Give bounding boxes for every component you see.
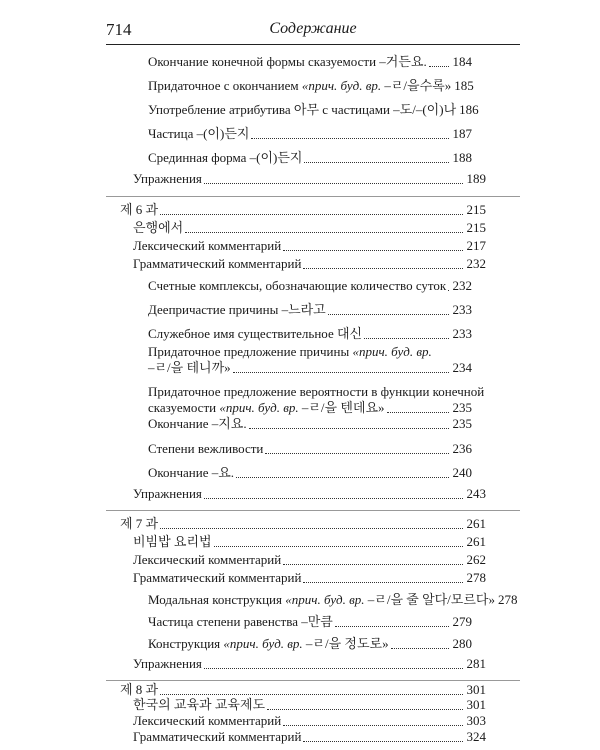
toc-entry: [148, 344, 472, 376]
toc-entry-title: 은행에서: [133, 220, 184, 235]
toc-entry-title: 제 8 과: [120, 682, 159, 697]
toc-entry-page: 234: [452, 360, 472, 375]
toc-entry-title: Придаточное предложение вероятности в функции конечной: [148, 384, 485, 399]
toc-entry: [148, 636, 472, 652]
dot-leader: [387, 411, 449, 413]
toc-entry-title: Степени вежливости: [148, 441, 264, 456]
toc-entry: [148, 150, 472, 166]
toc-entry-title: Придаточное предложение причины «прич. буд. вр.: [148, 344, 432, 359]
toc-entry: [133, 256, 486, 272]
toc-entry-page: 281: [466, 656, 486, 671]
toc-entry: [133, 171, 486, 187]
toc-entry-title: Окончание конечной формы сказуемости –거든요.: [148, 54, 427, 69]
toc-entry: [148, 78, 472, 94]
section-divider: [106, 680, 520, 681]
toc-entry-title: Грамматический комментарий: [133, 256, 302, 271]
dot-leader: [160, 213, 463, 215]
toc-entry-page: 236: [452, 441, 472, 456]
dot-leader: [249, 427, 449, 429]
toc-entry-title: Конструкция «прич. буд. вр. –ㄹ/을 정도로»: [148, 636, 389, 651]
toc-entry-title: Служебное имя существительное 대신: [148, 326, 363, 341]
section-divider: [106, 196, 520, 197]
toc-entry-page: 233: [452, 326, 472, 341]
toc-entry-page: 232: [466, 256, 486, 271]
toc-entry: [133, 534, 486, 550]
dot-leader: [160, 527, 463, 529]
dot-leader: [303, 581, 463, 583]
dot-leader: [303, 740, 463, 742]
toc-entry-page: 261: [466, 516, 486, 531]
toc-entry-title: Лексический комментарий: [133, 238, 282, 253]
toc-entry: [120, 202, 486, 218]
dot-leader: [335, 625, 449, 627]
toc-entry-page: 262: [466, 552, 486, 567]
toc-entry-page: 278: [466, 570, 486, 585]
dot-leader: [185, 231, 463, 233]
toc-entry-page: 301: [466, 697, 486, 712]
page-number: 714: [106, 20, 132, 39]
dot-leader: [304, 161, 449, 163]
toc-entry: [133, 713, 486, 729]
toc-entry-page: 280: [452, 636, 472, 651]
toc-entry-page: 235: [452, 400, 472, 415]
toc-entry: [133, 729, 486, 745]
toc-entry: [148, 384, 485, 416]
dot-leader: [303, 267, 463, 269]
dot-leader: [328, 313, 449, 315]
toc-entry-page: 232: [452, 278, 472, 293]
toc-entry-title: 제 6 과: [120, 202, 159, 217]
toc-entry: [133, 697, 486, 713]
dot-leader: [267, 708, 463, 710]
toc-entry-title: Частица –(이)든지: [148, 126, 250, 141]
toc-entry-title: Грамматический комментарий: [133, 570, 302, 585]
toc-entry-page: 279: [452, 614, 472, 629]
toc-entry: [148, 592, 518, 608]
dot-leader: [283, 724, 463, 726]
toc-entry: [133, 220, 486, 236]
dot-leader: [429, 65, 449, 67]
dot-leader: [251, 137, 449, 139]
toc-entry-title-cont: –ㄹ/을 테니까»: [148, 360, 231, 375]
toc-entry-page: 189: [466, 171, 486, 186]
toc-entry-title-cont: сказуемости «прич. буд. вр. –ㄹ/을 텐데요»: [148, 400, 385, 415]
toc-entry: [133, 570, 486, 586]
toc-entry: [120, 682, 486, 698]
toc-entry: [148, 102, 479, 118]
section-divider: [106, 510, 520, 511]
toc-entry-title: Модальная конструкция «прич. буд. вр. –ㄹ/을 줄 알다/모르다»: [148, 592, 495, 607]
toc-entry-title: Упражнения: [133, 171, 202, 186]
toc-entry: [133, 238, 486, 254]
dot-leader: [265, 452, 449, 454]
toc-entry: [133, 656, 486, 672]
toc-entry: [148, 441, 472, 457]
toc-entry: [133, 486, 486, 502]
toc-entry-page: 217: [466, 238, 486, 253]
toc-entry-page: 185: [454, 78, 474, 93]
toc-entry-page: 233: [452, 302, 472, 317]
dot-leader: [283, 249, 463, 251]
dot-leader: [364, 337, 449, 339]
toc-entry-page: 186: [459, 102, 479, 117]
toc-entry: [120, 516, 486, 532]
toc-entry-page: 301: [466, 682, 486, 697]
toc-entry-title: Лексический комментарий: [133, 713, 282, 728]
toc-entry-title: Деепричастие причины –느라고: [148, 302, 326, 317]
dot-leader: [204, 667, 463, 669]
dot-leader: [236, 476, 449, 478]
toc-entry-page: 184: [452, 54, 472, 69]
toc-entry-title: Срединная форма –(이)든지: [148, 150, 303, 165]
toc-entry-title: Упражнения: [133, 486, 202, 501]
dot-leader: [283, 563, 463, 565]
toc-entry-title: Окончание –요.: [148, 465, 235, 480]
toc-entry-page: 303: [466, 713, 486, 728]
toc-entry-title: Лексический комментарий: [133, 552, 282, 567]
toc-entry: [148, 54, 472, 70]
toc-entry-page: 187: [452, 126, 472, 141]
dot-leader: [233, 371, 449, 373]
toc-entry-page: 243: [466, 486, 486, 501]
dot-leader: [214, 545, 463, 547]
toc-entry-title: 한국의 교육과 교육제도: [133, 697, 266, 712]
toc-entry: [148, 302, 472, 318]
dot-leader: [204, 497, 463, 499]
dot-leader: [391, 647, 449, 649]
toc-entry-title: Упражнения: [133, 656, 202, 671]
toc-entry-title: 비빔밥 요리법: [133, 534, 212, 549]
running-title: Содержание: [269, 20, 357, 37]
toc-entry-page: 261: [466, 534, 486, 549]
toc-entry: [148, 326, 472, 342]
toc-entry-page: 240: [452, 465, 472, 480]
toc-entry: [148, 465, 472, 481]
toc-entry: [148, 278, 472, 294]
toc-entry-title: Грамматический комментарий: [133, 729, 302, 744]
toc-entry-page: 278: [497, 592, 518, 607]
toc-entry-page: 188: [452, 150, 472, 165]
toc-entry-title: Употребление атрибутива 아무 с частицами –도/–(이)나: [148, 102, 457, 117]
toc-entry-title: Придаточное с окончанием «прич. буд. вр. –ㄹ/을수록»: [148, 78, 452, 93]
toc-entry-title: Окончание –지요.: [148, 416, 247, 431]
toc-entry-page: 215: [466, 202, 486, 217]
toc-entry: [133, 552, 486, 568]
toc-entry: [148, 126, 472, 142]
toc-entry-page: 215: [466, 220, 486, 235]
toc-entry: [148, 614, 472, 630]
toc-entry-page: 324: [466, 729, 486, 744]
toc-entry: [148, 416, 472, 432]
toc-entry-title: Частица степени равенства –만큼: [148, 614, 333, 629]
dot-leader: [448, 289, 449, 291]
toc-entry-page: 235: [452, 416, 472, 431]
dot-leader: [204, 182, 463, 184]
toc-entry-title: 제 7 과: [120, 516, 159, 531]
toc-entry-title: Счетные комплексы, обозначающие количество суток: [148, 278, 447, 293]
dot-leader: [160, 693, 463, 695]
